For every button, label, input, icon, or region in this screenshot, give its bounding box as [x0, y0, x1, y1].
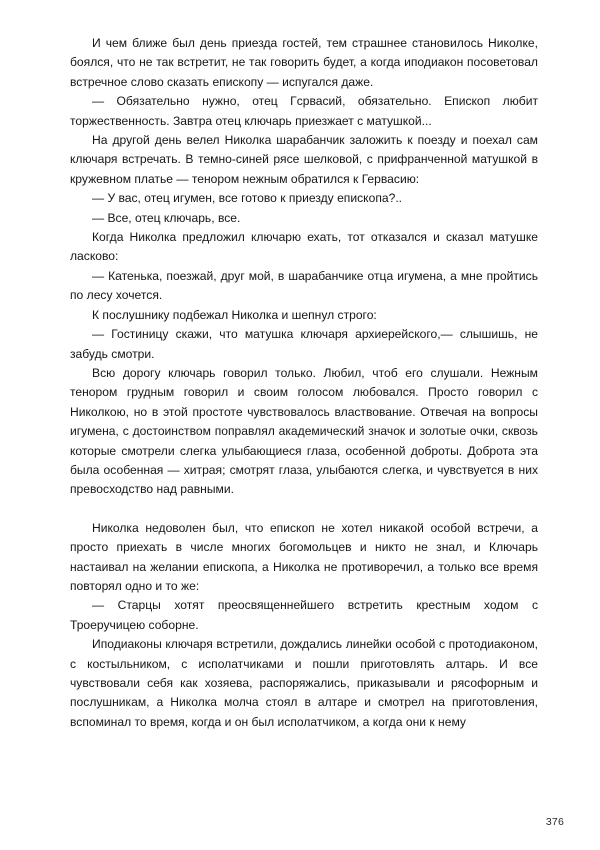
paragraph: — Все, отец ключарь, все.	[92, 210, 241, 225]
paragraph: И чем ближе был день приезда гостей, тем страшнее становилось Николке, боялся, что не так встретит, не так говорить будет, а когда иподиакон посоветовал встречное слово сказать епископу — испугался даже.	[70, 36, 538, 89]
paragraph: — У вас, отец игумен, все готово к приезду епископа?..	[92, 191, 403, 206]
text-block-lower	[70, 519, 538, 732]
paragraph: — Обязательно нужно, отец Гсрвасий, обязательно. Епископ любит торжественность. Завтра отец ключарь приезжает с матушкой...	[70, 94, 538, 128]
text-block-upper	[70, 34, 538, 500]
paragraph: — Старцы хотят преосвященнейшего встретить крестным ходом с Троеручицею соборне.	[70, 598, 538, 632]
paragraph: К послушнику подбежал Николка и шепнул строго:	[92, 307, 377, 322]
paragraph: На другой день велел Николка шарабанчик заложить к поезду и поехал сам ключаря встречать. В темно-синей рясе шелковой, с прифранченной матушкой в кружевном платье — тенором нежным обратился к Гервасию:	[70, 133, 538, 186]
paragraph-break	[70, 500, 538, 519]
paragraph: — Катенька, поезжай, друг мой, в шарабанчике отца игумена, а мне пройтись по лесу хочется.	[70, 268, 538, 303]
page-number: 376	[545, 816, 564, 828]
paragraph: Всю дорогу ключарь говорил только. Любил, чтоб его слушали. Нежным тенором грудным говорил и своим голосом любовался. Просто говорил с Николкою, но в этой простоте чувствовалось властвование. Отвечая на вопросы игумена, с достоинством поправлял академический значок и золотые очки, сквозь которые смотрели слегка улыбающиеся глаза, особенной доброты. Доброта эта была особенная — хитрая; смотрят глаза, улыбаются слегка, и чувствуется в них превосходство над равными.	[70, 365, 538, 497]
paragraph: Николка недоволен был, что епископ не хотел никакой особой встречи, а просто приехать в числе многих богомольцев и никто не знал, и Ключарь настаивал на желании епископа, а Николка не противоречил, а только все время повторял одно и то же:	[70, 520, 538, 593]
paragraph: Иподиаконы ключаря встретили, дождались линейки особой с протодиаконом, с костыльником, с исполатчиками и пошли приготовлять алтарь. И все чувствовали себя как хозяева, распоряжались, приказывали и рясофорным и послушникам, а Николка молча стоял в алтаре и смотрел на приготовления, вспоминал то время, когда и он был исполатчиком, а когда они к нему	[70, 637, 538, 729]
paragraph: Когда Николка предложил ключарю ехать, тот отказался и сказал матушке ласково:	[70, 230, 538, 264]
paragraph: — Гостиницу скажи, что матушка ключаря архиерейского,— слышишь, не забудь смотри.	[70, 327, 538, 361]
